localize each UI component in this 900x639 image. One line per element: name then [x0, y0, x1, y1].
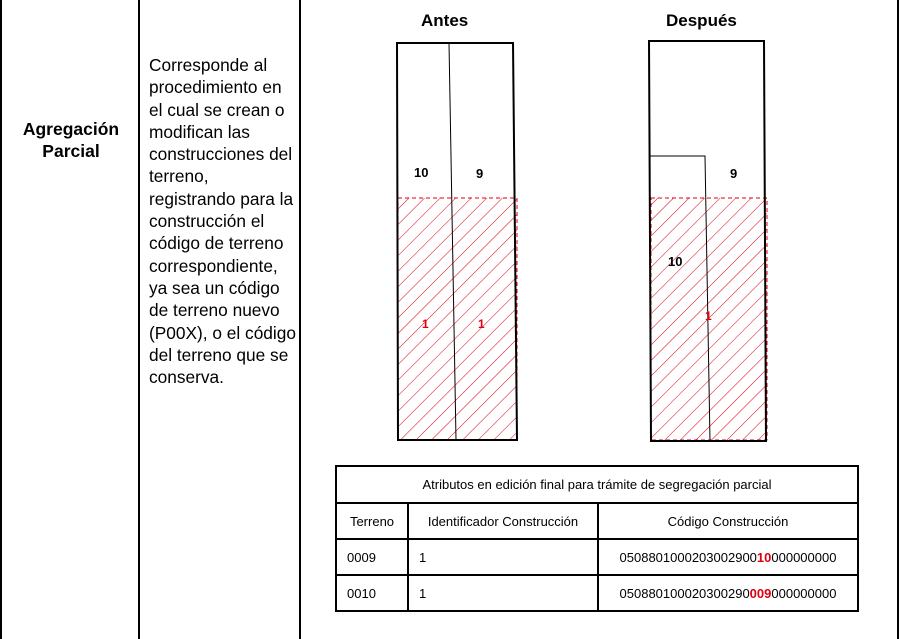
before-parcel-right-label: 9	[476, 166, 484, 181]
after-parcel-right-label: 9	[730, 166, 738, 181]
row-description: Corresponde al procedimiento en el cual se crean o modifican las construcciones del terreno, registrando para la construcción el código de terreno correspondiente, ya sea un código de terreno nuevo (P00X), o el código del terreno que se conserva.	[149, 55, 296, 388]
table-row	[336, 539, 858, 575]
before-construction-hatch	[398, 198, 517, 440]
code-prefix: 050880100020300290	[619, 585, 750, 601]
after-construction-label: 1	[705, 309, 712, 323]
header-identificador: Identificador Construcción	[408, 503, 598, 539]
after-diagram	[649, 41, 767, 441]
cell-identificador: 1	[408, 575, 598, 611]
code-prefix: 0508801000203002900	[619, 549, 757, 565]
header-codigo: Código Construcción	[598, 503, 858, 539]
cell-identificador: 1	[408, 539, 598, 575]
row-title: Agregación Parcial	[22, 119, 120, 161]
cell-codigo	[598, 575, 858, 611]
code-highlight: 009	[749, 585, 772, 601]
before-construction-left-label: 1	[422, 317, 429, 331]
code-highlight: 10	[756, 549, 772, 565]
before-diagram	[397, 43, 517, 440]
cell-codigo	[598, 539, 858, 575]
cell-terreno: 0010	[336, 575, 408, 611]
code-suffix: 000000000	[771, 585, 837, 601]
table-row	[336, 575, 858, 611]
table-caption-row	[336, 466, 858, 503]
before-parcel-left-label: 10	[414, 165, 429, 180]
table-header-row	[336, 503, 858, 539]
table-caption: Atributos en edición final para trámite de segregación parcial	[336, 466, 858, 503]
attributes-table	[335, 465, 859, 612]
after-heading: Después	[666, 11, 737, 30]
before-heading: Antes	[421, 11, 469, 30]
cell-terreno: 0009	[336, 539, 408, 575]
header-terreno: Terreno	[336, 503, 408, 539]
after-parcel-left-label: 10	[668, 254, 683, 269]
before-construction-right-label: 1	[478, 317, 485, 331]
code-suffix: 000000000	[771, 549, 837, 565]
